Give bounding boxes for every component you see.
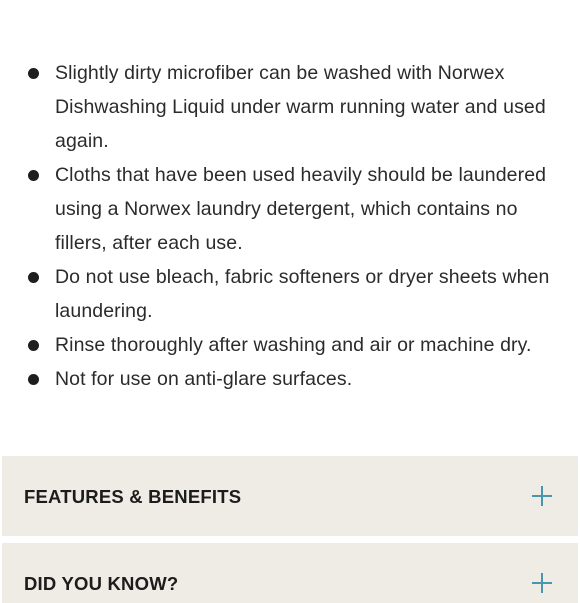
list-item [0, 260, 580, 328]
features-benefits-accordion[interactable] [2, 456, 578, 536]
did-you-know-accordion[interactable] [2, 543, 578, 603]
bullet-icon [28, 170, 39, 181]
list-item [0, 56, 580, 158]
list-item [0, 158, 580, 260]
care-instructions-list [0, 56, 580, 396]
list-item [0, 328, 580, 362]
list-item [0, 362, 580, 396]
bullet-icon [28, 272, 39, 283]
plus-icon[interactable] [532, 486, 552, 506]
list-item-text: Cloths that have been used heavily should be laundered using a Norwex laundry detergent, which contains no fillers, after each use. [55, 164, 547, 254]
list-item-text: Slightly dirty microfiber can be washed with Norwex Dishwashing Liquid under warm running water and used again. [55, 62, 546, 152]
plus-icon[interactable] [532, 573, 552, 593]
accordion-title: DID YOU KNOW? [24, 573, 179, 594]
list-item-text: Do not use bleach, fabric softeners or dryer sheets when laundering. [55, 266, 550, 322]
bullet-icon [28, 374, 39, 385]
bullet-icon [28, 68, 39, 79]
list-item-text: Rinse thoroughly after washing and air or machine dry. [55, 334, 532, 356]
accordion-title: FEATURES & BENEFITS [24, 486, 242, 507]
bullet-icon [28, 340, 39, 351]
list-item-text: Not for use on anti-glare surfaces. [55, 368, 353, 390]
